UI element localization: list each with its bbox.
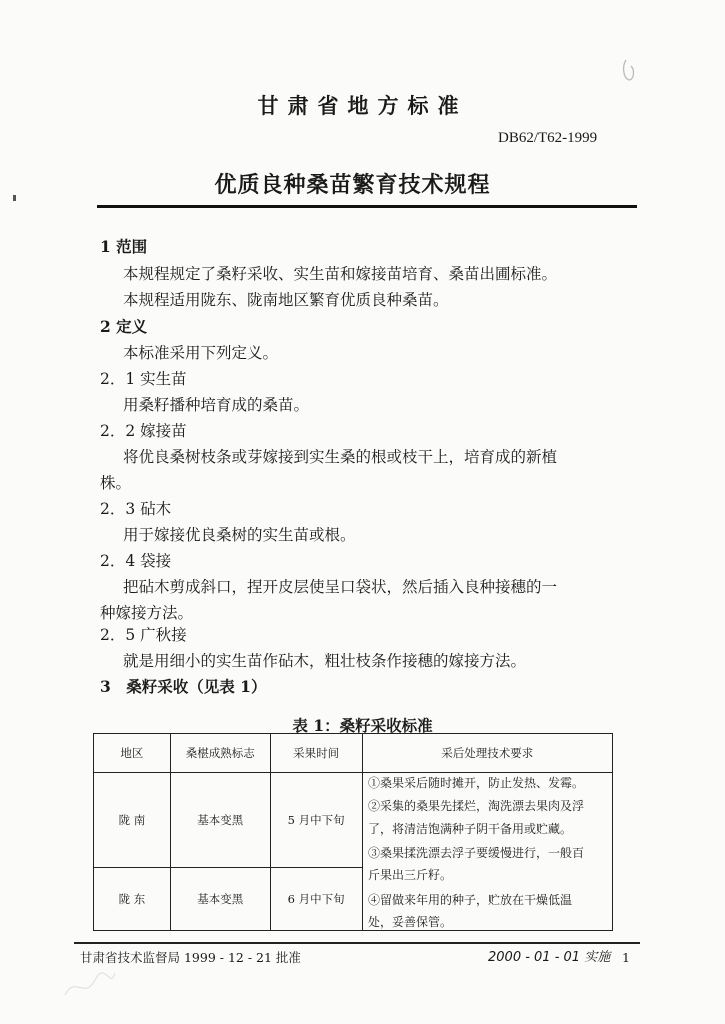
requirement-line: 斤果出三斤籽。 (368, 868, 453, 882)
document-title: 优质良种桑苗繁育技术规程 (214, 172, 491, 198)
section-2-heading: 2 定义 (100, 317, 148, 336)
definition-1-heading: 2．1 实生苗 (100, 370, 187, 388)
requirement-line: ④留做来年用的种子，贮放在干燥低温 (368, 893, 573, 907)
table-header-row (94, 734, 613, 773)
header-requirements: 采后处理技术要求 (362, 734, 613, 773)
cell-region: 陇 南 (94, 773, 171, 868)
header-maturity-sign: 桑椹成熟标志 (170, 734, 270, 773)
table-caption: 表 1：桑籽采收标准 (292, 716, 433, 735)
definition-2-text-1: 将优良桑树枝条或芽嫁接到实生桑的根或枝干上，培育成的新植 (123, 448, 558, 466)
section-1-para-2: 本规程适用陇东、陇南地区繁育优质良种桑苗。 (123, 291, 449, 309)
requirement-line: ②采集的桑果先揉烂，淘洗漂去果肉及浮 (368, 799, 585, 813)
footer-rule (74, 942, 640, 944)
definition-3-text: 用于嫁接优良桑树的实生苗或根。 (123, 526, 356, 544)
section-3-heading: 3 桑籽采收（见表 1） (100, 677, 267, 696)
cell-sign: 基本变黑 (170, 773, 270, 868)
definition-5-text: 就是用细小的实生苗作砧木，粗壮枝条作接穗的嫁接方法。 (123, 652, 527, 670)
title-rule (97, 205, 637, 208)
section-1-heading: 1 范围 (100, 237, 148, 256)
issuer-text: 甘肃省技术监督局 1999 - 12 - 21 批准 (80, 950, 301, 965)
cell-sign: 基本变黑 (170, 868, 270, 931)
cell-region: 陇 东 (94, 868, 171, 931)
cell-time: 5 月中下旬 (270, 773, 362, 868)
page-number: 1 (622, 950, 630, 965)
definition-1-text: 用桑籽播种培育成的桑苗。 (123, 396, 310, 414)
definition-4-text-1: 把砧木剪成斜口，捏开皮层使呈口袋状，然后插入良种接穗的一 (123, 578, 558, 596)
header-region: 地区 (94, 734, 171, 773)
issuer-line (80, 948, 301, 966)
standard-code: DB62/T62-1999 (498, 130, 598, 146)
requirement-line: 处，妥善保管。 (368, 915, 453, 929)
faint-scribble (60, 965, 120, 1005)
definition-5-heading: 2．5 广秋接 (100, 626, 187, 644)
definition-4-heading: 2．4 袋接 (100, 552, 172, 570)
org-title: 甘肃省地方标准 (257, 93, 468, 118)
requirement-line: 了，将清洁饱满种子阴干备用或贮藏。 (368, 822, 573, 836)
requirement-line: ①桑果采后随时摊开，防止发热、发霉。 (368, 776, 585, 790)
requirement-line: ③桑果揉洗漂去浮子要缓慢进行，一般百 (368, 846, 585, 860)
definition-4-text-2: 种嫁接方法。 (100, 604, 194, 622)
implement-date: 2000 - 01 - 01 实施 (488, 950, 611, 965)
definition-3-heading: 2．3 砧木 (100, 500, 172, 518)
header-harvest-time: 采果时间 (270, 734, 362, 773)
section-2-para-1: 本标准采用下列定义。 (123, 344, 279, 362)
cell-time: 6 月中下旬 (270, 868, 362, 931)
definition-2-heading: 2．2 嫁接苗 (100, 422, 187, 440)
definition-2-text-2: 株。 (100, 474, 132, 492)
section-1-para-1: 本规程规定了桑籽采收、实生苗和嫁接苗培育、桑苗出圃标准。 (123, 265, 558, 283)
corner-scribble (620, 56, 640, 86)
